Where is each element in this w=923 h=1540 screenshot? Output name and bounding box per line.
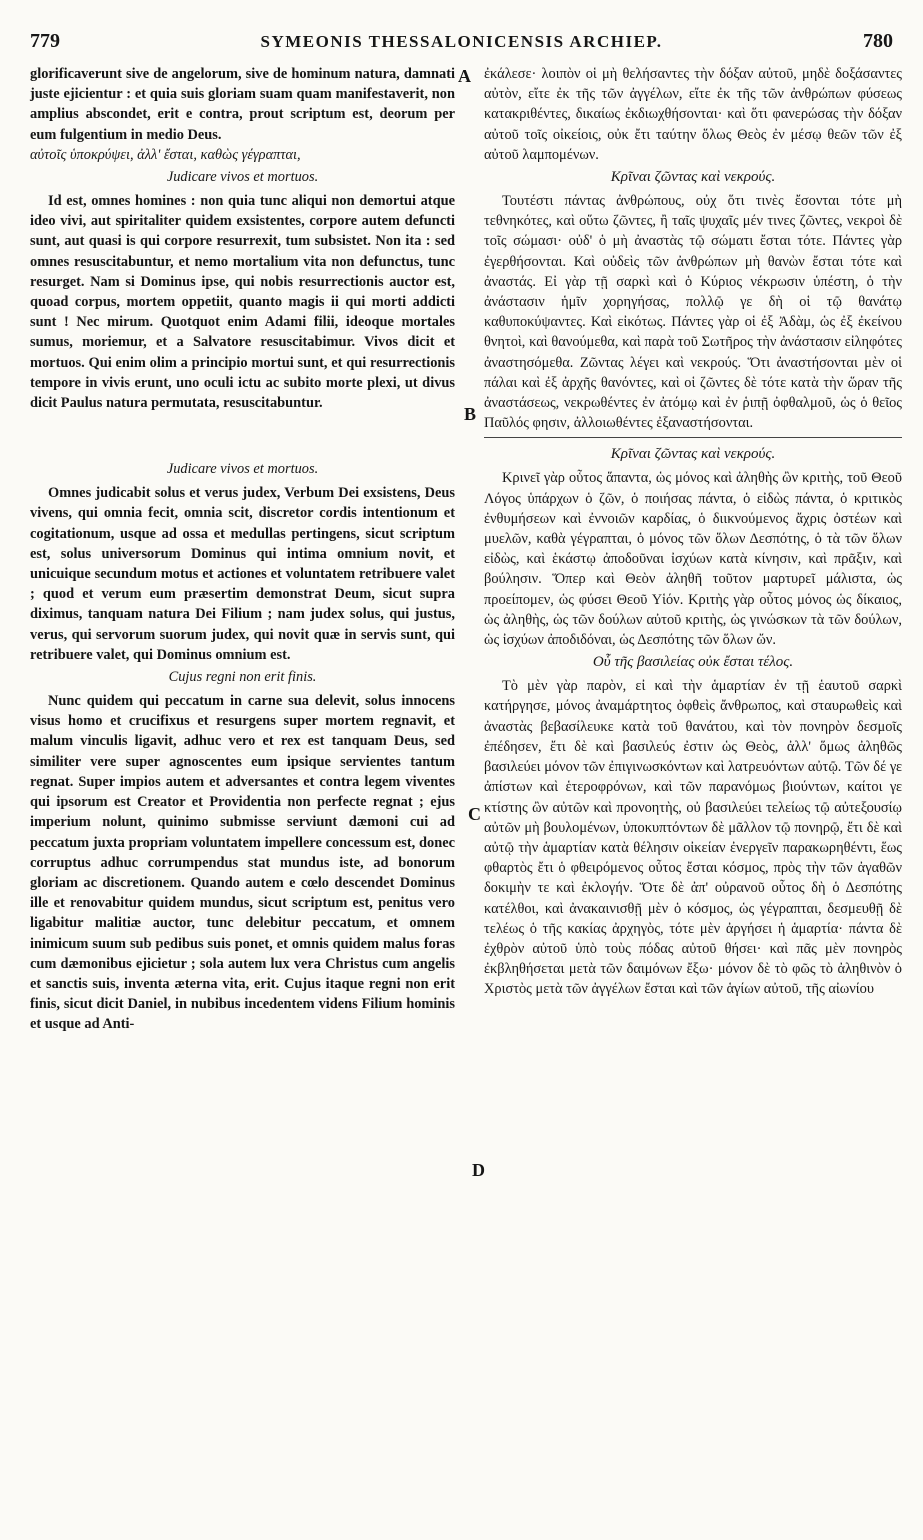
greek-heading: Κρῖναι ζῶντας καὶ νεκρούς. — [610, 169, 776, 186]
page-number-right: 780 — [863, 30, 893, 52]
latin-column — [30, 64, 455, 1035]
latin-greek-quote: αὐτοῖς ὑποκρύψει, ἀλλ' ἔσται, καθὼς γέγραπται, — [30, 146, 301, 163]
greek-paragraph: Κρινεῖ γὰρ οὗτος ἅπαντα, ὡς μόνος καὶ ἀληθὴς ὢν κριτὴς, τοῦ Θεοῦ Λόγος ὑπάρχων ὁ ζῶν, ὁ ποιήσας πάντα, ὁ εἰδὼς πάντα, ὁ κριτικὸς ἐνθυμήσεων καὶ ἐννοιῶν καρδίας, ὁ διικνούμενος ἄχρις ὀστέων καὶ μυελῶν, καθὰ γέγραπται, ὁ μόνος τῶν ὅλων Δεσπότης, ὁ τὰ τῶν ὅλων εἰδὼς, καὶ ἑκάστῳ ἀποδοῦναι ἰσχύων κατὰ κίνησιν, καὶ πρᾶξιν, καὶ βούλησιν. Ὅπερ καὶ Θεὸν ἀληθῆ τοῦτον μαρτυρεῖ μάλιστα, ὡς προείπομεν, ὡς φύσει Θεοῦ Υἱόν. Κριτὴς γὰρ οὗτος μόνος ὡς δίκαιος, ὡς ἀληθὴς, ὡς τῶν δούλων αὐτοῦ κριτὴς, ὡς γινώσκων τὰ τῶν δούλων, ὡς ἰσχύων ἀποδιδόναι, ὡς Δεσπότης τῶν ὅλων ὤν. — [484, 470, 902, 649]
latin-paragraph: Omnes judicabit solus et verus judex, Verbum Dei exsistens, Deus vivens, qui omnia fecit, omnia scit, discretor cordis intentionum et cogitationum, usque ad ossa et medullas pertingens, sicut scriptum est, solus universorum Dominus qui intima omnium novit, et unicuique secundum motus et actiones et voluntatem retribuere valet ; quod et verum eum præsertim demonstrat Deum, sicut supra diximus, tanquam natura Dei Filium ; nam judex solus, qui justus, verus, qui servorum suorum judex, qui novit quæ in servis sunt, qui retribuere valet, qui Dominus omnium est. — [30, 485, 455, 663]
latin-heading: Judicare vivos et mortuos. — [166, 461, 319, 478]
margin-mark-d: D — [472, 1160, 485, 1180]
margin-mark-c: C — [468, 804, 481, 824]
page-number-left: 779 — [30, 30, 60, 52]
section-divider — [484, 437, 902, 438]
greek-paragraph: Τουτέστι πάντας ἀνθρώπους, οὐχ ὅτι τινὲς ἔσονται τότε μὴ τεθνηκότες, καὶ οὕτω ζῶντες, ἢ ταῖς ψυχαῖς μέν τινες ζῶντες, νεκροὶ δὲ τοῖς σώμασι· οὐδ' ὁ μὴ ἀναστὰς τῷ σώματι ἔσται τότε. Πάντες γὰρ ἐγερθήσονται. Καὶ οὐδεὶς τῶν ἀνθρώπων μὴ θανὼν ἔσται τότε καὶ ἀναστάς. Εἰ γὰρ τῇ σαρκὶ καὶ ὁ Κύριος νέκρωσιν ὑπέστη, ὁ τὴν ἀνάστασιν ἡμῖν χορηγήσας, πολλῷ γε δὴ οἱ τῷ θανάτῳ καθυποκύψαντες. Καὶ εἰκότως. Πάντες γὰρ οἱ ἐξ Ἀδὰμ, ὡς ἐξ ἐκείνου θνητοὶ, καὶ θανούμεθα, καὶ παρὰ τοῦ Σωτῆρος τὴν ἀνάστασιν εἰληφότες ἀναστησόμεθα. Ζῶντας λέγει καὶ νεκρούς. Ὅτι ἀναστήσονται μὲν οἱ πάλαι καὶ ἐξ ἀρχῆς θανόντες, καὶ οἱ ζῶντες δὲ τότε κατὰ τὴν ὥραν τῆς ἀναστάσεως, νεκρωθέντες ἐν ἀτόμῳ καὶ ἐν ῥιπῇ ὀφθαλμοῦ, ὡς ὁ θεῖος Παῦλός φησιν, ἀλλοιωθέντες ἐξαναστήσονται. — [484, 193, 902, 432]
greek-paragraph: Τὸ μὲν γὰρ παρὸν, εἰ καὶ τὴν ἁμαρτίαν ἐν τῇ ἑαυτοῦ σαρκὶ κατήργησε, μόνος ἀναμάρτητος ὀφθεὶς ἄνθρωπος, καὶ σταυρωθεὶς καὶ ἀναστὰς βεβασίλευκε κατὰ τοῦ θανάτου, καὶ τὸν πονηρὸν δεσμοῖς ἐπέδησεν, ἔτι δὲ καὶ βασιλεύς ἐστιν ὡς Θεὸς, ἀλλ' ὅμως ἀληθῶς βασιλεύει μόνον τῶν ἐπιγινωσκόντων καὶ λατρευόντων αὐτῷ. Τῶν δέ γε ἀπίστων καὶ ἑτεροφρόνων, καὶ τῶν παρανόμως βιούντων, καίτοι γε κτίστης ὢν αὐτῶν καὶ προνοητὴς, οὐ βασιλεύει τελείως τῷ αὐτεξουσίῳ αὐτῶν μὴ βουλομένων, ὑποκυπτόντων δὲ μᾶλλον τῷ πονηρῷ, ἔτι δὲ καὶ αὐτῷ τὴν ἁμαρτίαν κατὰ θέλησιν οἰκείαν ἐνεργεῖν παρακωρηθέντι, ἕως φθαρτὸς ἔτι ὁ φθειρόμενος οὗτος ἔσται κόσμος, πρὸς τὴν τῶν ἀγαθῶν δοκιμὴν τε καὶ ἐκλογήν. Ὅτε δὲ ἀπ' οὐρανοῦ οὗτος δὴ ὁ Δεσπότης κατέλθοι, καὶ ἀνακαινισθῇ μὲν ὁ κόσμος, ὡς γέγραπται, δεσμευθῇ δὲ τελέως ὁ τῆς κακίας ἀρχηγὸς, τότε μὲν ἀργήσει ἡ ἁμαρτία· πάντα δὲ ἐχθρὸν αὐτοῦ ὑπὸ τοὺς πόδας αὐτοῦ θήσει· καὶ πᾶς μὲν πονηρὸς ἐκβληθήσεται μετὰ τῶν δαιμόνων ἔξω· μόνον δὲ τὸ φῶς τὸ ἀληθινὸν ὁ Χριστὸς μετὰ τῶν ἀγγέλων ἔσται καὶ τῶν ἁγίων αὐτοῦ, τῆς αἰωνίου — [484, 678, 902, 998]
running-title: SYMEONIS THESSALONICENSIS ARCHIEP. — [260, 32, 663, 51]
latin-heading: Judicare vivos et mortuos. — [166, 169, 319, 186]
greek-paragraph: ἐκάλεσε· λοιπὸν οἱ μὴ θελήσαντες τὴν δόξαν αὐτοῦ, μηδὲ δοξάσαντες αὐτὸν, εἴτε ἐκ τῆς τῶν ἀγγέλων, εἴτε ἐκ τῆς τῶν ἀνθρώπων φύσεως κατακριθέντες, δικαίως ἐκδιωχθήσονται· καὶ ὅτι φανερώσας τὴν δόξαν αὐτοῦ τοῖς οἰκείοις, οὐκ ἔτι ταύτην ὅλως Θεὸς ἐν μέσῳ θεῶν τῶν ἐξ αὐτοῦ λαμπομένων. — [484, 66, 902, 163]
page-header — [0, 30, 923, 58]
greek-heading: Οὗ τῆς βασιλείας οὐκ ἔσται τέλος. — [592, 654, 794, 671]
margin-mark-b: B — [464, 404, 477, 424]
latin-paragraph: Id est, omnes homines : non quia tunc aliqui non demortui atque ideo vivi, aut spiritaliter quidem exsistentes, corpore autem defuncti sunt, aut quasi is qui corpore resurrexit, tum subsistet. Non ita : sed omnes resuscitabuntur, et nemo mortalium vita non defunctus, tunc resurget. Nam si Dominus ipse, qui nobis resurrectionis auctor est, quoad corpus, mortem oppetiit, quanto magis ii qui morti addicti sunt ! Nec mirum. Quotquot enim Adami filii, ideoque mortales sumus, moriemur, et a Salvatore resuscitabimur. Vivos dicit et mortuos. Qui enim olim a principio mortui sunt, et qui resurrectionis tempore in vivis erunt, uno oculi ictu ac subito morte plexi, ut divus dicit Paulus natura permutata, resuscitabuntur. — [30, 193, 455, 412]
greek-column — [484, 64, 902, 1000]
latin-heading: Cujus regni non erit finis. — [168, 669, 317, 686]
margin-mark-a: A — [458, 66, 471, 86]
latin-paragraph: glorificaverunt sive de angelorum, sive de hominum natura, damnati juste ejicientur : et quia suis gloriam suam quam manifestaverit, non amplius abscondet, erit e contra, prout scriptum est, deorum per eum fulgentium in medio Deus. — [30, 66, 455, 143]
latin-paragraph: Nunc quidem qui peccatum in carne sua delevit, solus innocens visus homo et crucifixus et resurgens super mortem regnavit, et malum vinculis ligavit, adhuc vero et rex est tanquam Deus, sed similiter vere super agnoscentes eum ipsique servientes tantum regnat. Super impios autem et adversantes et contra legem viventes qui ipsorum est Creator et Providentia non perfecte regnat ; ejus imperium nolunt, quinimo submisse serviunt dæmoni cui ad peccatum juxta propriam voluntatem impellere concessum est, donec corruptus adhuc corrumpendus stat mundus iste, ad bonorum gloriam ac discretionem. Quando autem e cœlo descendet Dominus ille et renovabitur quidem mundus, sicut scriptum est, penitus vero ligabitur malitiæ auctor, tunc delebitur peccatum, et omnem inimicum suum sub pedibus suis ponet, et omnis quidem malus foras cum dæmonibus ejicietur ; sola autem lux vera Christus cum angelis et sanctis suis, inventa æterna vita, erit. Cujus itaque regni non erit finis, sicut dicit Daniel, in nubibus incedentem videns Filium hominis et usque ad Anti- — [30, 693, 455, 1033]
greek-heading: Κρῖναι ζῶντας καὶ νεκρούς. — [610, 446, 776, 463]
